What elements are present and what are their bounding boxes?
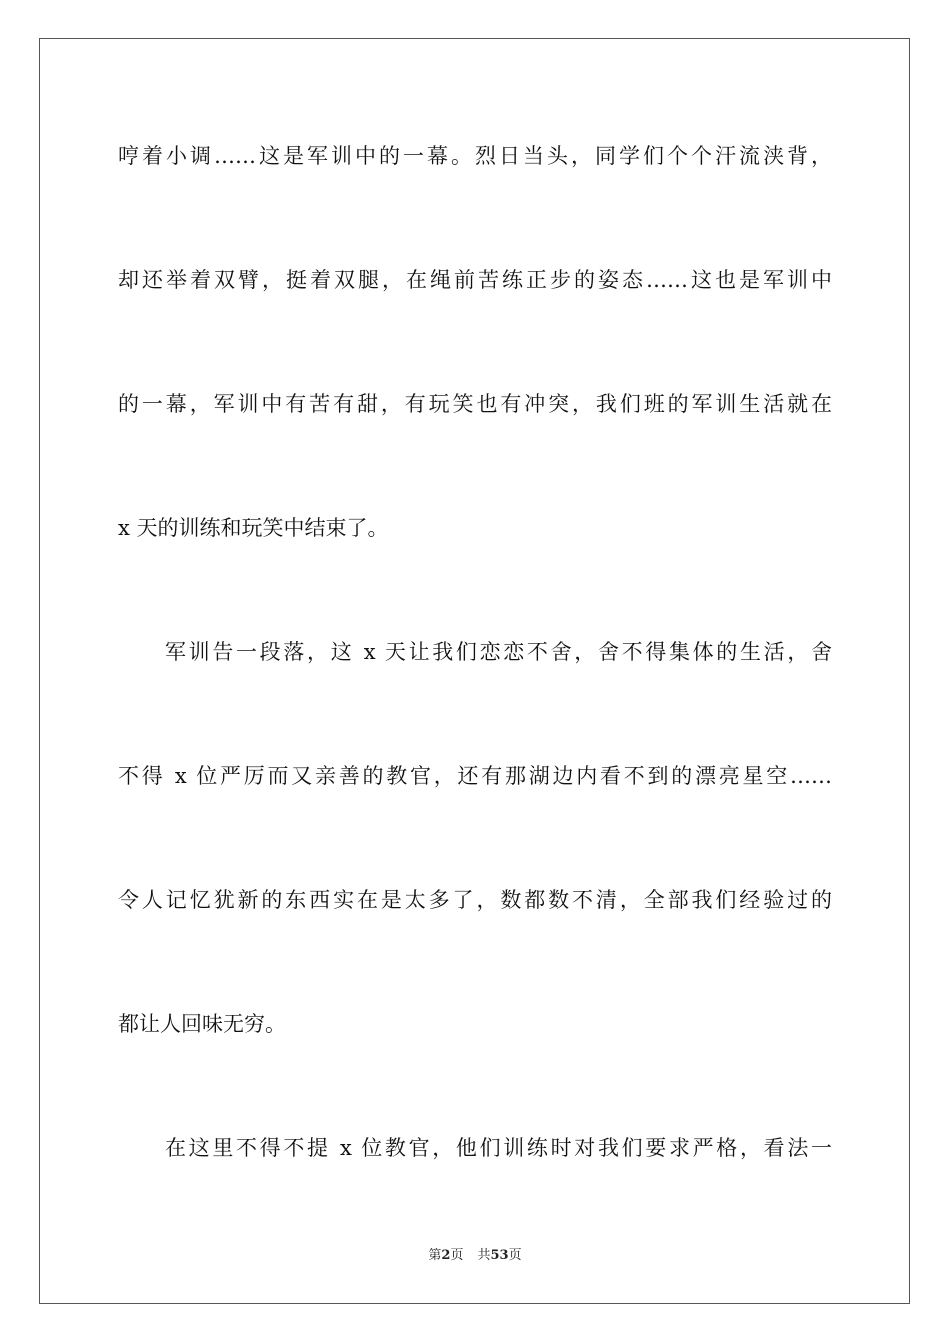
total-pages: 53 <box>490 1248 509 1263</box>
page-suffix: 页 <box>450 1248 464 1263</box>
page-footer <box>0 1247 950 1265</box>
paragraph-line-8: 都让人回味无穷。 <box>118 1012 286 1036</box>
page-number: 2 <box>441 1248 451 1263</box>
paragraph-line-3: 的一幕，军训中有苦有甜，有玩笑也有冲突，我们班的军训生活就在 <box>118 392 832 416</box>
paragraph-line-5: 军训告一段落，这 x 天让我们恋恋不舍，舍不得集体的生活，舍 <box>165 640 832 664</box>
paragraph-line-4: x 天的训练和玩笑中结束了。 <box>118 516 389 540</box>
paragraph-line-2: 却还举着双臂，挺着双腿，在绳前苦练正步的姿态……这也是军训中 <box>118 268 832 292</box>
paragraph-line-6: 不得 x 位严厉而又亲善的教官，还有那湖边内看不到的漂亮星空…… <box>118 764 832 788</box>
paragraph-line-9: 在这里不得不提 x 位教官，他们训练时对我们要求严格，看法一 <box>165 1136 832 1160</box>
total-prefix: 共 <box>477 1248 491 1263</box>
page-border <box>39 38 910 1304</box>
total-suffix: 页 <box>508 1248 522 1263</box>
paragraph-line-1: 哼着小调……这是军训中的一幕。烈日当头，同学们个个汗流浃背， <box>118 144 832 168</box>
page-prefix: 第 <box>428 1248 442 1263</box>
paragraph-line-7: 令人记忆犹新的东西实在是太多了，数都数不清，全部我们经验过的 <box>118 888 832 912</box>
